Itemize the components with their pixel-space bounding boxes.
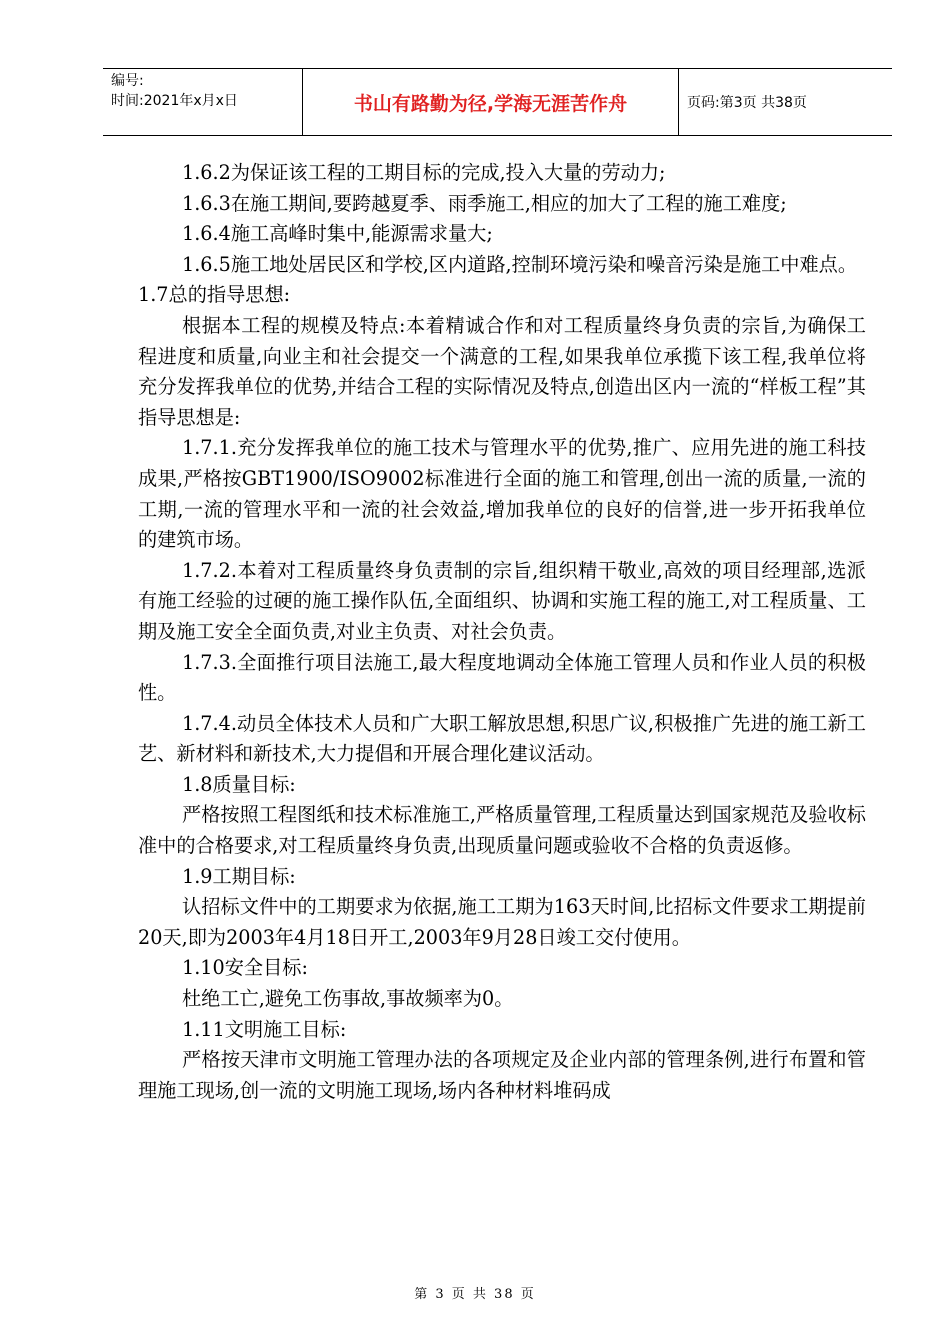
body-paragraph: 1.10安全目标:	[182, 956, 308, 980]
body-paragraph: 1.6.3在施工期间,要跨越夏季、雨季施工,相应的加大了工程的施工难度;	[182, 191, 787, 215]
page-header	[103, 68, 892, 136]
body-paragraph: 1.6.5施工地处居民区和学校,区内道路,控制环境污染和噪音污染是施工中难点。	[182, 252, 858, 276]
body-paragraph: 1.6.4施工高峰时集中,能源需求量大;	[182, 222, 493, 246]
header-page-number: 页码:第3页 共38页	[687, 95, 807, 111]
header-page-cell	[679, 69, 892, 135]
page-footer: 第 3 页 共 38 页	[414, 1287, 536, 1302]
body-paragraph: 1.7总的指导思想:	[138, 283, 291, 307]
body-paragraph: 1.9工期目标:	[182, 864, 296, 888]
body-paragraph: 1.7.1.充分发挥我单位的施工技术与管理水平的优势,推广、应用先进的施工科技成果,严格按GBT1900/ISO9002标准进行全面的施工和管理,创出一流的质量,一流的工期,一流的管理水平和一流的社会效益,增加我单位的良好的信誉,进一步开拓我单位的建筑市场。	[138, 436, 866, 552]
body-paragraph: 1.6.2为保证该工程的工期目标的完成,投入大量的劳动力;	[182, 161, 666, 184]
body-paragraph: 1.11文明施工目标:	[182, 1017, 347, 1041]
header-info-cell	[103, 69, 303, 135]
body-paragraph: 1.7.2.本着对工程质量终身负责制的宗旨,组织精干敬业,高效的项目经理部,选派有施工经验的过硬的施工操作队伍,全面组织、协调和实施工程的施工,对工程质量、工期及施工安全全面负责,对业主负责、对社会负责。	[138, 558, 866, 643]
header-motto-cell	[303, 69, 679, 135]
body-paragraph: 1.7.3.全面推行项目法施工,最大程度地调动全体施工管理人员和作业人员的积极性。	[138, 650, 866, 705]
header-motto: 书山有路勤为径,学海无涯苦作舟	[353, 92, 628, 115]
body-paragraph: 1.8质量目标:	[182, 772, 296, 796]
body-paragraph: 根据本工程的规模及特点:本着精诚合作和对工程质量终身负责的宗旨,为确保工程进度和质量,向业主和社会提交一个满意的工程,如果我单位承揽下该工程,我单位将充分发挥我单位的优势,并结合工程的实际情况及特点,创造出区内一流的“样板工程”其指导思想是:	[138, 313, 866, 429]
body-paragraph: 严格按天津市文明施工管理办法的各项规定及企业内部的管理条例,进行布置和管理施工现场,创一流的文明施工现场,场内各种材料堆码成	[138, 1048, 866, 1102]
document-number-label: 编号:	[111, 73, 144, 89]
body-paragraph: 1.7.4.动员全体技术人员和广大职工解放思想,积思广议,积极推广先进的施工新工艺、新材料和新技术,大力提倡和开展合理化建议活动。	[138, 711, 866, 766]
body-paragraph: 认招标文件中的工期要求为依据,施工工期为163天时间,比招标文件要求工期提前20天,即为2003年4月18日开工,2003年9月28日竣工交付使用。	[138, 895, 866, 949]
document-body	[138, 158, 866, 1106]
body-paragraph: 严格按照工程图纸和技术标准施工,严格质量管理,工程质量达到国家规范及验收标准中的合格要求,对工程质量终身负责,出现质量问题或验收不合格的负责返修。	[138, 803, 866, 858]
document-time-label: 时间:2021年x月x日	[111, 93, 238, 109]
body-paragraph: 杜绝工亡,避免工伤事故,事故频率为0。	[182, 987, 514, 1011]
